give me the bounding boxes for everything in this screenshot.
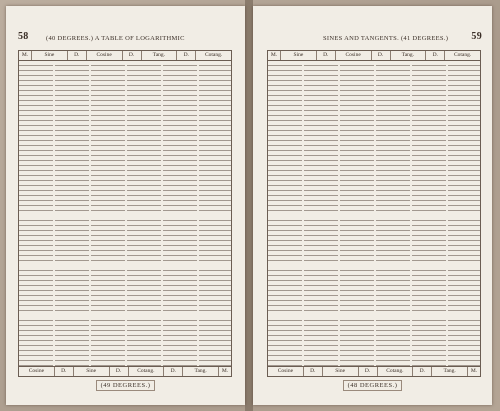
col-footer: Sine [74,367,110,376]
left-page [6,6,245,405]
col-header: Cotang. [204,52,223,58]
book-gutter [245,0,253,411]
row-group-separator [268,163,480,165]
row-group-separator [268,264,480,266]
col-footer: D. [110,367,129,376]
left-table-body [19,61,231,366]
left-running-title: (40 DEGREES.) A TABLE OF LOGARITHMIC [46,35,185,42]
row-group-separator [19,112,231,114]
col-footer: M. [470,368,478,374]
col-header: M. [19,51,32,60]
right-page [253,6,492,405]
row-group-separator [19,264,231,266]
left-page-number: 58 [18,31,29,42]
right-table-header-row [268,51,480,61]
left-page-header [18,31,235,46]
right-log-table [267,50,481,377]
col-footer: M. [221,368,229,374]
right-table-footer-row [268,366,480,376]
left-table-footer-row [19,366,231,376]
left-footer-label: (49 DEGREES.) [96,380,156,391]
left-table-header-row [19,51,231,61]
col-footer: D. [413,367,432,376]
row-group-separator [19,214,231,216]
right-running-title: SINES AND TANGENTS. (41 DEGREES.) [323,35,449,42]
right-page-header [265,31,482,46]
col-header: Sine [32,51,68,60]
col-header: Cosine [87,51,123,60]
col-header: Tang. [391,51,427,60]
col-footer: D. [55,367,74,376]
col-header: Sine [281,51,317,60]
col-header: Cotang. [453,52,472,58]
right-page-number: 59 [471,31,482,42]
col-footer: Cosine [19,367,55,376]
row-group-separator [268,112,480,114]
row-group-separator [19,315,231,317]
col-footer: Sine [323,367,359,376]
right-table-body [268,61,480,366]
col-header: D. [426,51,445,60]
col-footer: Tang. [183,367,219,376]
row-group-separator [19,163,231,165]
col-header: Tang. [142,51,178,60]
right-degree-footer [253,382,492,389]
col-header: D. [317,51,336,60]
col-header: D. [177,51,196,60]
col-header: D. [123,51,142,60]
col-header: M. [268,51,281,60]
col-header: D. [68,51,87,60]
right-footer-label: (48 DEGREES.) [343,380,403,391]
col-footer: Cotang. [129,367,165,376]
col-footer: Cosine [268,367,304,376]
col-header: Cosine [336,51,372,60]
row-group-separator [268,214,480,216]
col-footer: D. [359,367,378,376]
col-header: D. [372,51,391,60]
col-footer: Cotang. [378,367,414,376]
left-log-table [18,50,232,377]
col-footer: D. [164,367,183,376]
left-degree-footer [6,382,245,389]
col-footer: Tang. [432,367,468,376]
col-footer: D. [304,367,323,376]
row-group-separator [268,315,480,317]
